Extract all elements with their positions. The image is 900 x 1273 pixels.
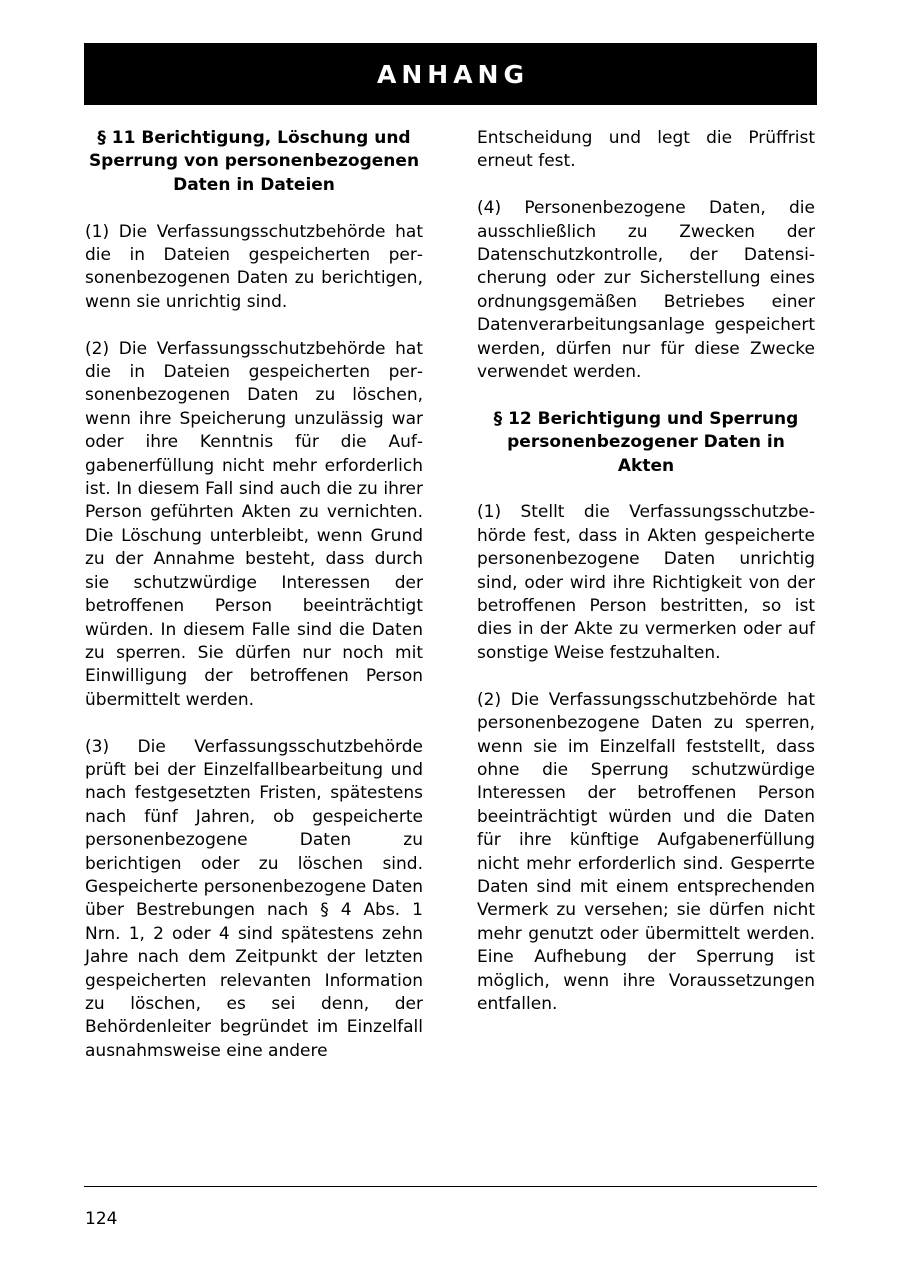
section-12-paragraph-2: (2) Die Verfassungsschutzbehörde hat personenbezogene Daten zu sperren, wenn sie im Einzelfall feststellt, dass ohne die Sperrung schutzwürdige Interessen der betroffenen Person beeinträchtigt würden und die Daten für ihre künftige Aufgabenerfüllung nicht mehr erforderlich sind. Gesperrte Daten sind mit einem entsprechenden Vermerk zu versehen; sie dürfen nicht mehr genutzt oder übermittelt werden. Eine Aufhebung der Sperrung ist möglich, wenn ihre Voraussetzungen entfallen. <box>477 689 815 1014</box>
section-11-paragraph-3-continuation: Entscheidung und legt die Prüffrist erneut fest. <box>477 128 815 172</box>
footer-rule <box>84 1186 817 1187</box>
page-number: 124 <box>85 1209 118 1229</box>
section-11-paragraph-2: (2) Die Verfassungsschutzbehörde hat die in Dateien gespeicherten personenbezogenen Daten zu löschen, wenn ihre Speicherung unzulässig war oder ihre Kenntnis für die Aufgabenerfüllung nicht mehr erforderlich ist. In diesem Fall sind auch die zu ihrer Person geführten Akten zu vernichten. Die Löschung unterbleibt, wenn Grund zu der Annahme besteht, dass durch sie schutzwürdige Interessen der betroffenen Person beeinträchtigt würden. In diesem Falle sind die Daten zu sperren. Sie dürfen nur noch mit Einwilligung der betroffenen Person übermittelt werden. <box>85 338 423 710</box>
section-banner <box>84 43 817 105</box>
right-column <box>477 127 815 1016</box>
section-12-paragraph-1: (1) Stellt die Verfassungsschutzbehörde fest, dass in Akten gespeicherte personenbezogene Daten unrichtig sind, oder wird ihre Richtigkeit von der betroffenen Person bestritten, so ist dies in der Akte zu vermerken oder auf sonstige Weise festzuhalten. <box>477 502 815 663</box>
left-column <box>85 127 423 1063</box>
section-11-paragraph-4: (4) Personenbezogene Daten, die ausschließlich zu Zwecken der Datenschutzkontrolle, der Datensicherung oder zur Sicherstellung eines ordnungsgemäßen Betriebes einer Datenverarbeitungsanlage gespeichert werden, dürfen nur für diese Zwecke verwendet werden. <box>477 198 815 383</box>
section-11-paragraph-3: (3) Die Verfassungsschutzbehörde prüft bei der Einzelfallbearbeitung und nach festgesetzten Fristen, spätestens nach fünf Jahren, ob gespeicherte personenbezogene Daten zu berichtigen oder zu löschen sind. Gespeicherte personenbezogene Daten über Bestrebungen nach § 4 Abs. 1 Nrn. 1, 2 oder 4 sind spätestens zehn Jahre nach dem Zeitpunkt der letzten gespeicherten relevanten Information zu löschen, es sei denn, der Behördenleiter begründet im Einzelfall ausnahmsweise eine andere <box>85 736 423 1061</box>
section-11-paragraph-1: (1) Die Verfassungsschutzbehörde hat die in Dateien gespeicherten personenbezogenen Daten zu berichtigen, wenn sie unrichtig sind. <box>85 221 423 312</box>
section-title: ANHANG <box>377 59 529 89</box>
section-12-heading: § 12 Berichtigung und Sperrung personenbezogener Daten in Akten <box>493 408 799 476</box>
section-11-heading: § 11 Berichtigung, Löschung und Sperrung von personenbezogenen Daten in Dateien <box>88 128 420 195</box>
